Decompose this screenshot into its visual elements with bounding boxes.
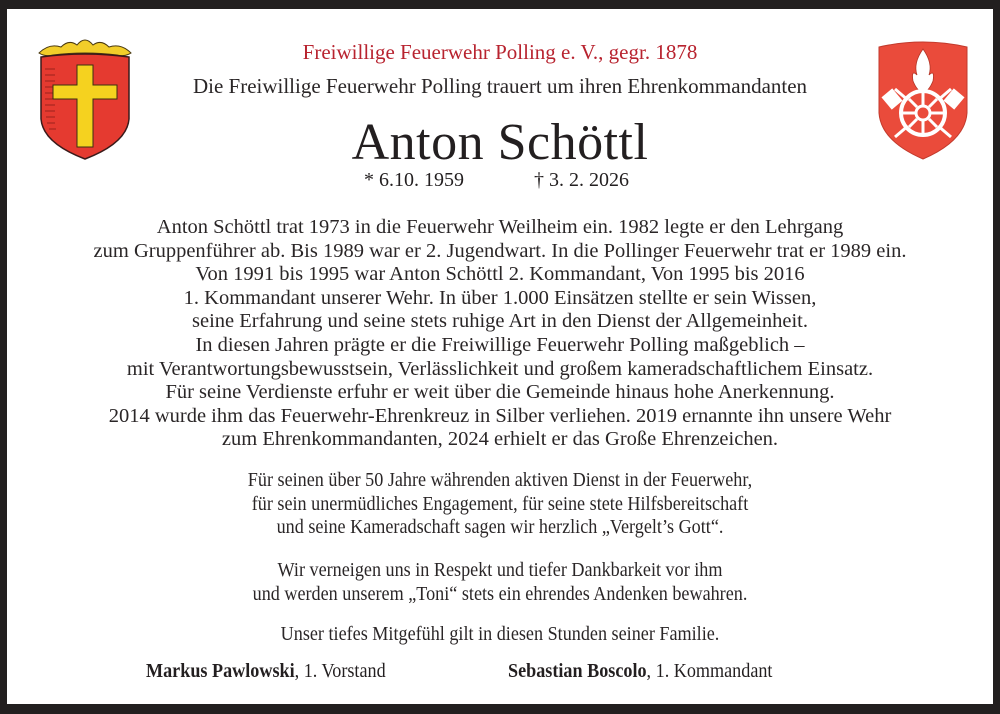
condolence-paragraph [42, 623, 959, 647]
respect-line: und werden unserem „Toni“ stets ein ehrendes Andenken bewahren. [252, 583, 748, 605]
death-date: † 3. 2. 2026 [534, 169, 629, 191]
deceased-name: Anton Schöttl [351, 114, 649, 171]
biography-line: seine Erfahrung und seine stets ruhige Art in den Dienst der Allgemeinheit. [192, 310, 808, 333]
condolence-line: Unser tiefes Mitgefühl gilt in diesen Stunden seiner Familie. [280, 624, 720, 645]
biography-line: zum Ehrenkommandanten, 2024 erhielt er das Große Ehrenzeichen. [221, 428, 779, 451]
biography-line: zum Gruppenführer ab. Bis 1989 war er 2. Jugendwart. In die Pollinger Feuerwehr trat er 1989 ein. [93, 239, 907, 262]
signature-chairman [146, 661, 386, 683]
life-dates [7, 169, 993, 195]
respect-line: Wir verneigen uns in Respekt und tiefer Dankbarkeit vor ihm [277, 560, 723, 581]
thanks-line: für sein unermüdliches Engagement, für seine stete Hilfsbereitschaft [251, 493, 749, 515]
biography-line: Für seine Verdienste erfuhr er weit über die Gemeinde hinaus hohe Anerkennung. [165, 381, 835, 404]
signatory-role: , 1. Vorstand [294, 661, 386, 682]
thanks-line: und seine Kameradschaft sagen wir herzlich „Vergelt’s Gott“. [276, 517, 724, 538]
respect-paragraph [42, 559, 959, 606]
thanks-line: Für seinen über 50 Jahre währenden aktiven Dienst in der Feuerwehr, [247, 470, 753, 491]
birth-date: * 6.10. 1959 [364, 169, 464, 191]
biography-line: 1. Kommandant unserer Wehr. In über 1.000 Einsätzen stellte er sein Wissen, [183, 286, 817, 309]
mourning-intro: Die Freiwillige Feuerwehr Polling trauert um ihren Ehrenkommandanten [192, 74, 808, 98]
obituary-notice [7, 9, 993, 704]
biography-line: 2014 wurde ihm das Feuerwehr-Ehrenkreuz in Silber verliehen. 2019 ernannte ihn unsere Wehr [108, 404, 892, 427]
biography-line: In diesen Jahren prägte er die Freiwillige Feuerwehr Polling maßgeblich – [195, 333, 805, 356]
signatory-name: Sebastian Boscolo [508, 661, 647, 682]
biography-line: Von 1991 bis 1995 war Anton Schöttl 2. Kommandant, Von 1995 bis 2016 [195, 263, 805, 286]
biography-line: mit Verantwortungsbewusstsein, Verlässlichkeit und großem kameradschaftlichem Einsatz. [126, 357, 874, 380]
thanks-paragraph [42, 469, 959, 540]
signatory-role: , 1. Kommandant [646, 661, 773, 682]
organization-title: Freiwillige Feuerwehr Polling e. V., gegr. 1878 [302, 40, 698, 64]
signature-commander [508, 661, 772, 683]
signatures [7, 661, 993, 687]
signatory-name: Markus Pawlowski [146, 661, 295, 682]
biography-paragraph [7, 216, 993, 452]
biography-line: Anton Schöttl trat 1973 in die Feuerwehr Weilheim ein. 1982 legte er den Lehrgang [156, 216, 844, 238]
